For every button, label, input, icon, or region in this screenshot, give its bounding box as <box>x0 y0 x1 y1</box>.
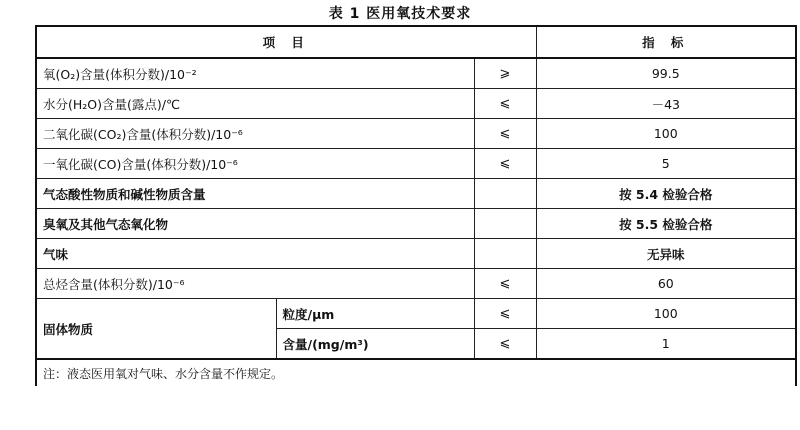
row-symbol: ⩽ <box>474 299 536 329</box>
table-row <box>36 179 796 209</box>
row-value: 按 5.4 检验合格 <box>536 179 796 209</box>
note-row <box>36 359 796 386</box>
row-label: 气味 <box>36 239 474 269</box>
row-label: 氧(O₂)含量(体积分数)/10⁻² <box>36 58 474 89</box>
solid-sub-label: 含量/(mg/m³) <box>276 329 474 360</box>
row-symbol <box>474 239 536 269</box>
solid-label: 固体物质 <box>36 299 276 360</box>
row-symbol: ⩽ <box>474 269 536 299</box>
row-value: 按 5.5 检验合格 <box>536 209 796 239</box>
row-label: 水分(H₂O)含量(露点)/℃ <box>36 89 474 119</box>
row-value: 100 <box>536 299 796 329</box>
row-value: 1 <box>536 329 796 360</box>
row-symbol: ⩾ <box>474 58 536 89</box>
table-row <box>36 209 796 239</box>
row-value: 60 <box>536 269 796 299</box>
table-row <box>36 269 796 299</box>
row-value: 5 <box>536 149 796 179</box>
table-row <box>36 149 796 179</box>
table-note: 注：液态医用氧对气味、水分含量不作规定。 <box>36 359 796 386</box>
row-symbol <box>474 209 536 239</box>
row-label: 总烃含量(体积分数)/10⁻⁶ <box>36 269 474 299</box>
row-label: 气态酸性物质和碱性物质含量 <box>36 179 474 209</box>
header-item: 项 目 <box>36 26 536 58</box>
row-label: 二氧化碳(CO₂)含量(体积分数)/10⁻⁶ <box>36 119 474 149</box>
table-row <box>36 89 796 119</box>
row-label: 臭氧及其他气态氧化物 <box>36 209 474 239</box>
header-spec: 指 标 <box>536 26 796 58</box>
row-symbol: ⩽ <box>474 119 536 149</box>
table-row <box>36 239 796 269</box>
table-title: 表 1 医用氧技术要求 <box>328 6 472 22</box>
row-value: －43 <box>536 89 796 119</box>
table-row <box>36 299 796 329</box>
table-row <box>36 58 796 89</box>
row-value: 99.5 <box>536 58 796 89</box>
row-symbol: ⩽ <box>474 329 536 360</box>
solid-sub-label: 粒度/μm <box>276 299 474 329</box>
row-symbol: ⩽ <box>474 89 536 119</box>
row-value: 无异味 <box>536 239 796 269</box>
row-symbol: ⩽ <box>474 149 536 179</box>
row-symbol <box>474 179 536 209</box>
row-value: 100 <box>536 119 796 149</box>
table-row <box>36 119 796 149</box>
header-row <box>36 26 796 58</box>
row-label: 一氧化碳(CO)含量(体积分数)/10⁻⁶ <box>36 149 474 179</box>
spec-table <box>35 25 797 386</box>
